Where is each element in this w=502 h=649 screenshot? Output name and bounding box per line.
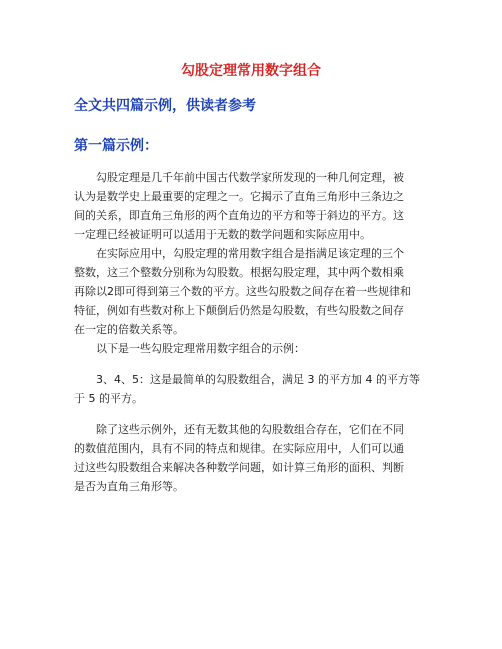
paragraph-line: 在实际应用中，勾股定理的常用数字组合是指满足该定理的三个 bbox=[96, 247, 404, 260]
paragraph-5 bbox=[74, 420, 434, 496]
paragraph-line: 整数，这三个整数分别称为勾股数。根据勾股定理，其中两个数相乘 bbox=[74, 266, 404, 279]
paragraph-3 bbox=[74, 339, 434, 358]
paragraph-4 bbox=[74, 370, 434, 408]
paragraph-line: 勾股定理是几千年前中国古代数学家所发现的一种几何定理，被 bbox=[96, 171, 404, 184]
paragraph-line: 再除以2即可得到第三个数的平方。这些勾股数之间存在着一些规律和 bbox=[74, 285, 411, 298]
paragraph-line: 认为是数学史上最重要的定理之一。它揭示了直角三角形中三条边之 bbox=[74, 190, 404, 203]
paragraph-line: 特征，例如有些数对称上下颠倒后仍然是勾股数，有些勾股数之间存 bbox=[74, 304, 404, 317]
paragraph-line: 除了这些示例外，还有无数其他的勾股数组合存在，它们在不同 bbox=[96, 423, 404, 436]
document-subtitle: 全文共四篇示例，供读者参考 bbox=[74, 98, 256, 114]
paragraph-line: 于 5 的平方。 bbox=[74, 392, 143, 405]
paragraph-line: 以下是一些勾股定理常用数字组合的示例： bbox=[96, 342, 305, 355]
paragraph-line: 3、4、5：这是最简单的勾股数组合，满足 3 的平方加 4 的平方等 bbox=[96, 373, 420, 386]
section-title: 第一篇示例： bbox=[74, 138, 158, 154]
paragraph-line: 在一定的倍数关系等。 bbox=[74, 323, 184, 336]
paragraph-line: 的数值范围内，具有不同的特点和规律。在实际应用中，人们可以通 bbox=[74, 442, 404, 455]
document-title: 勾股定理常用数字组合 bbox=[181, 63, 321, 79]
paragraph-line: 是否为直角三角形等。 bbox=[74, 480, 184, 493]
paragraph-line: 间的关系，即直角三角形的两个直角边的平方和等于斜边的平方。这 bbox=[74, 209, 404, 222]
paragraph-1 bbox=[74, 168, 434, 244]
paragraph-line: 过这些勾股数组合来解决各种数学问题，如计算三角形的面积、判断 bbox=[74, 461, 404, 474]
paragraph-2 bbox=[74, 244, 434, 339]
paragraph-line: 一定理已经被证明可以适用于无数的数学问题和实际应用中。 bbox=[74, 228, 371, 241]
